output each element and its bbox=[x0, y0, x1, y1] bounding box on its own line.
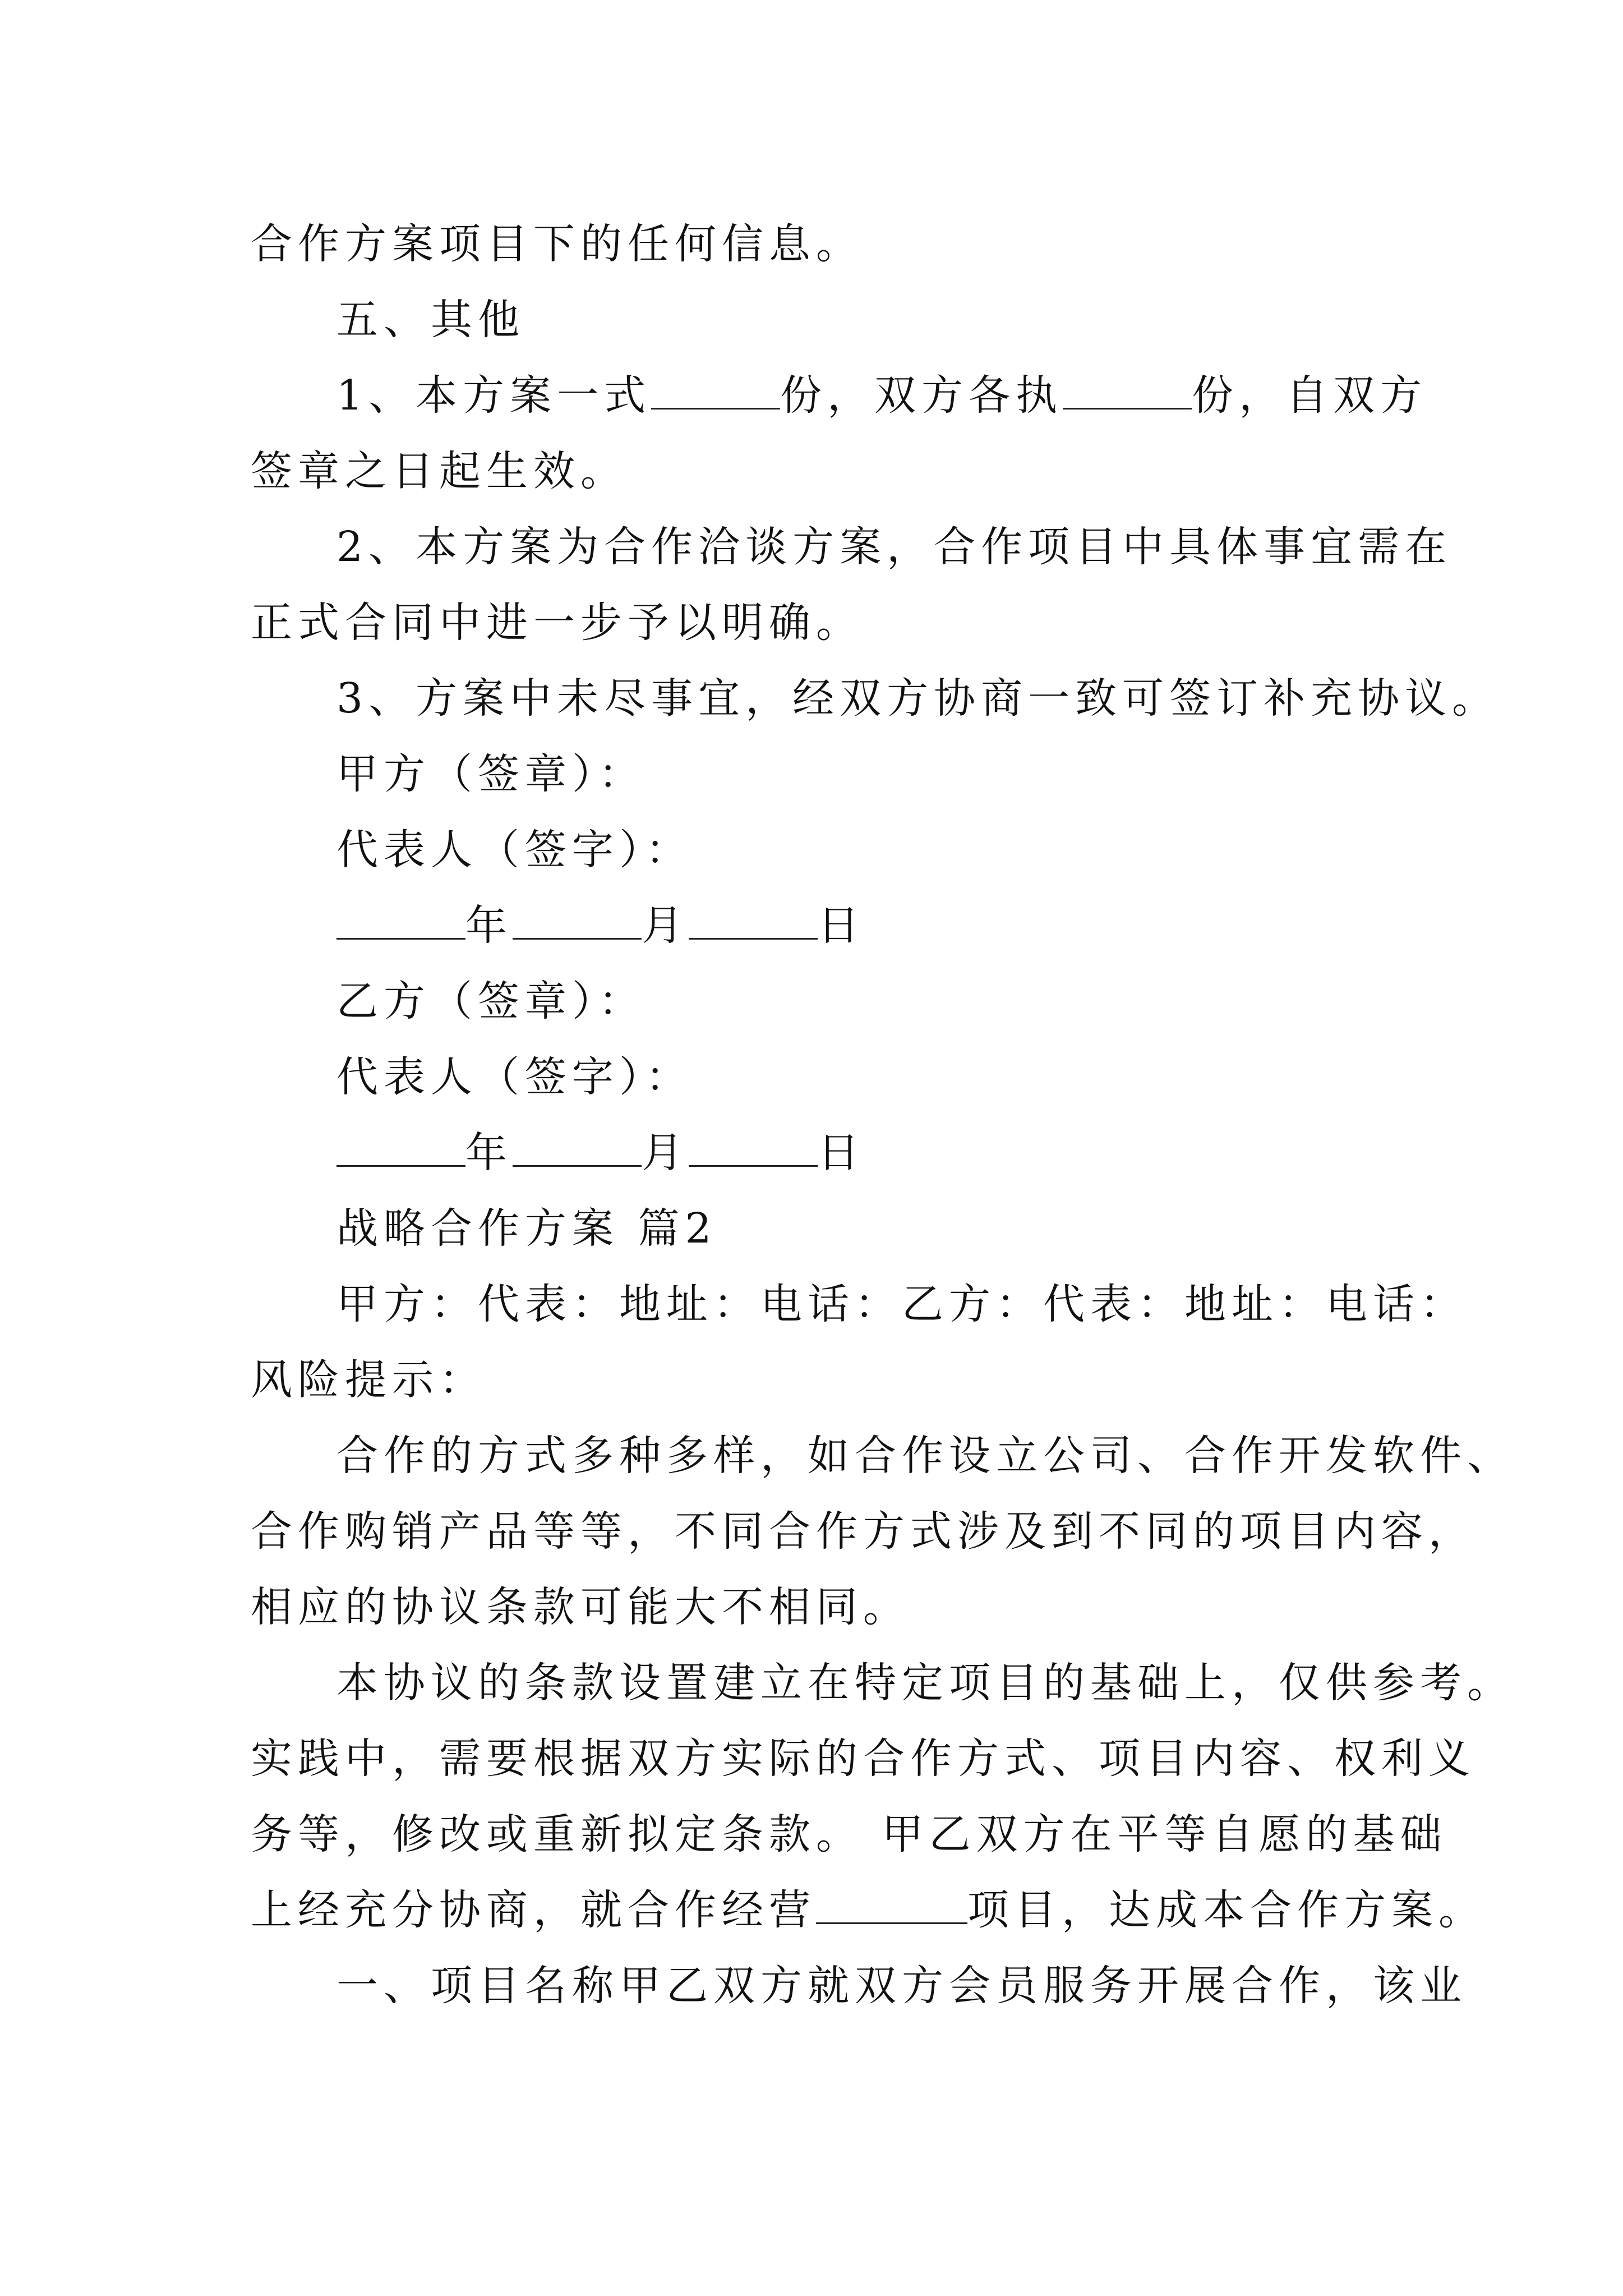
party-a-representative-label: 代表人（签字）： bbox=[336, 826, 693, 874]
copies-total-blank bbox=[651, 369, 780, 409]
clause-2-line-2: 正式合同中进一步予以明确。 bbox=[251, 599, 863, 647]
project-name-blank bbox=[816, 1883, 967, 1924]
day-blank bbox=[689, 1126, 818, 1167]
day-label: 日 bbox=[818, 1129, 865, 1177]
clause-1-text-c: 份，自双方 bbox=[1192, 371, 1428, 420]
party-a-date-line bbox=[336, 898, 1430, 954]
year-blank bbox=[336, 899, 465, 940]
party-b-seal-label: 乙方（签章）： bbox=[336, 977, 645, 1025]
day-label: 日 bbox=[818, 901, 865, 950]
paragraph-2-text-b: 项目，达成本合作方案。 bbox=[967, 1886, 1486, 1934]
clause-1-text-b: 份，双方各执 bbox=[780, 371, 1063, 420]
paragraph-1-line-3: 相应的协议条款可能大不相同。 bbox=[251, 1583, 910, 1631]
paragraph-2-line-4 bbox=[251, 1882, 1486, 1938]
month-label: 月 bbox=[642, 901, 689, 950]
month-label: 月 bbox=[642, 1129, 689, 1177]
parties-info-line: 甲方：代表：地址：电话：乙方：代表：地址：电话： bbox=[336, 1280, 1467, 1328]
clause-2-line-1: 2、本方案为合作洽谈方案，合作项目中具体事宜需在 bbox=[336, 523, 1453, 571]
section-heading-other: 五、其他 bbox=[336, 296, 525, 344]
paragraph-1-line-1: 合作的方式多种多样，如合作设立公司、合作开发软件、 bbox=[336, 1432, 1514, 1480]
day-blank bbox=[689, 899, 818, 940]
risk-notice-label: 风险提示： bbox=[251, 1356, 486, 1404]
party-a-seal-label: 甲方（签章）： bbox=[336, 750, 645, 798]
party-b-date-line bbox=[336, 1125, 1430, 1181]
party-b-representative-label: 代表人（签字）： bbox=[336, 1053, 693, 1101]
year-label: 年 bbox=[465, 1129, 513, 1177]
clause-1-line-1 bbox=[336, 367, 1430, 424]
year-blank bbox=[336, 1126, 465, 1167]
text-line-1: 合作方案项目下的任何信息。 bbox=[251, 220, 863, 268]
month-blank bbox=[513, 899, 642, 940]
clause-3-line: 3、方案中未尽事宜，经双方协商一致可签订补充协议。 bbox=[336, 674, 1500, 723]
paragraph-2-line-1: 本协议的条款设置建立在特定项目的基础上，仅供参考。 bbox=[336, 1659, 1514, 1707]
paragraph-1-line-2: 合作购销产品等等，不同合作方式涉及到不同的项目内容， bbox=[251, 1507, 1476, 1556]
section-1-line-1: 一、项目名称甲乙双方就双方会员服务开展合作，该业 bbox=[336, 1962, 1467, 2010]
month-blank bbox=[513, 1126, 642, 1167]
section-title-part-2: 战略合作方案 篇2 bbox=[336, 1204, 717, 1253]
paragraph-2-line-2: 实践中，需要根据双方实际的合作方式、项目内容、权利义 bbox=[251, 1734, 1476, 1783]
year-label: 年 bbox=[465, 901, 513, 950]
copies-each-blank bbox=[1063, 369, 1192, 409]
clause-1-text-a: 1、本方案一式 bbox=[336, 371, 652, 420]
paragraph-2-line-3: 务等，修改或重新拟定条款。 甲乙双方在平等自愿的基础 bbox=[251, 1810, 1447, 1858]
paragraph-2-text-a: 上经充分协商，就合作经营 bbox=[251, 1886, 816, 1934]
clause-1-line-2: 签章之日起生效。 bbox=[251, 447, 628, 495]
